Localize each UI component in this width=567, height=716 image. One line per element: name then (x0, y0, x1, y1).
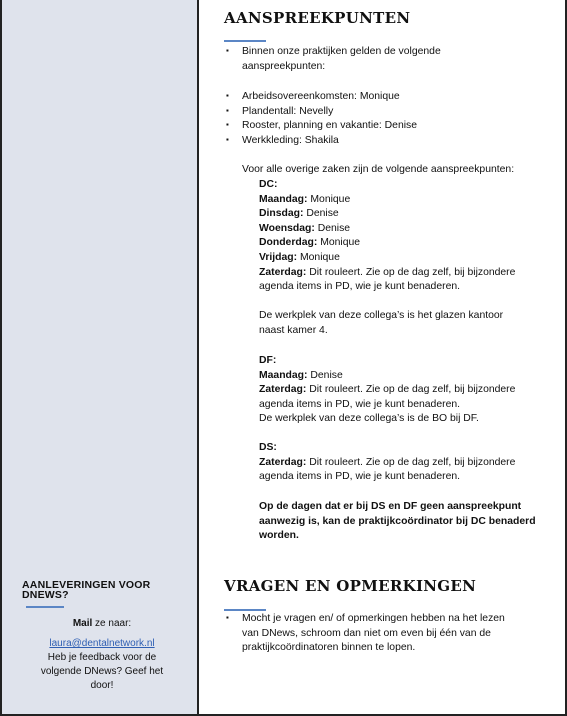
df-heading: DF: (259, 355, 277, 366)
bullet-icon: ▪ (226, 91, 229, 100)
submissions-box (22, 580, 182, 693)
day-row: Maandag: Monique (259, 193, 351, 205)
bullet-icon: ▪ (226, 613, 229, 622)
submissions-title: AANLEVERINGEN VOOR DNEWS? (22, 579, 151, 601)
section-underline (224, 609, 266, 611)
saturday-row: Zaterdag: Dit rouleert. Zie op de dag zelf, bij bijzondere (259, 266, 516, 278)
day-row: Maandag: Denise (259, 369, 343, 381)
day-row: Vrijdag: Monique (259, 251, 340, 263)
feedback-text: Heb je feedback voor de volgende DNews? Geef het door! (40, 652, 164, 691)
dc-block: DC: Maandag: Monique Dinsdag: Denise Woensdag: Denise Donderdag: Monique Vrijdag: Monique Zaterdag: Dit rouleert. Zie op de dag zelf, bij bijzondere agenda items in PD, wie je kunt benaderen. De werkplek van deze collega’s is het glazen kantoor naast kamer 4. (259, 179, 516, 336)
bullet-icon: ▪ (226, 135, 229, 144)
contact-item: Werkkleding: Shakila (242, 135, 339, 146)
bullet-icon: ▪ (226, 46, 229, 55)
intro-text: Binnen onze praktijken gelden de volgende aanspreekpunten: (242, 46, 441, 72)
title-underline (26, 606, 64, 608)
questions-text: Mocht je vragen en/ of opmerkingen hebben na het lezen van DNews, schroom dan niet om even bij één van de praktijkcoördinatoren binnen te lopen. (242, 613, 505, 654)
day-row: Donderdag: Monique (259, 237, 361, 249)
saturday-row: Zaterdag: Dit rouleert. Zie op de dag zelf, bij bijzondere (259, 384, 516, 396)
mail-instruction: Mail ze naar: (72, 618, 132, 629)
contact-item: Arbeidsovereenkomsten: Monique (242, 91, 400, 102)
df-workplace: De werkplek van deze collega’s is de BO bij DF. (259, 413, 479, 425)
section-title-questions: VRAGEN EN OPMERKINGEN (224, 577, 477, 595)
section-title-contacts: AANSPREEKPUNTEN (224, 9, 411, 27)
contact-item: Plandentall: Nevelly (242, 106, 334, 117)
day-row: Woensdag: Denise (259, 222, 351, 234)
contact-item: Rooster, planning en vakantie: Denise (242, 120, 418, 131)
ds-heading: DS: (259, 442, 277, 453)
dc-workplace: De werkplek van deze collega’s is het glazen kantoor (259, 310, 504, 322)
other-intro: Voor alle overige zaken zijn de volgende aanspreekpunten: (242, 164, 515, 175)
saturday-row: Zaterdag: Dit rouleert. Zie op de dag zelf, bij bijzondere (259, 456, 516, 468)
bullet-icon: ▪ (226, 106, 229, 115)
section-underline (224, 40, 266, 42)
df-block: DF: Maandag: Denise Zaterdag: Dit rouleert. Zie op de dag zelf, bij bijzondere agenda items in PD, wie je kunt benaderen. De werkplek van deze collega’s is de BO bij DF. (259, 354, 515, 427)
coordinator-note: Op de dagen dat er bij DS en DF geen aanspreekpunt aanwezig is, kan de praktijkcoördinator bij DC benaderd worden. (259, 501, 536, 542)
bullet-icon: ▪ (226, 120, 229, 129)
ds-block: DS: Zaterdag: Dit rouleert. Zie op de dag zelf, bij bijzondere agenda items in PD, wie je kunt benaderen. (259, 442, 516, 483)
day-row: Dinsdag: Denise (259, 208, 339, 220)
email-link[interactable]: laura@dentalnetwork.nl (49, 638, 155, 649)
dc-heading: DC: (259, 179, 278, 190)
submissions-text (22, 617, 182, 693)
